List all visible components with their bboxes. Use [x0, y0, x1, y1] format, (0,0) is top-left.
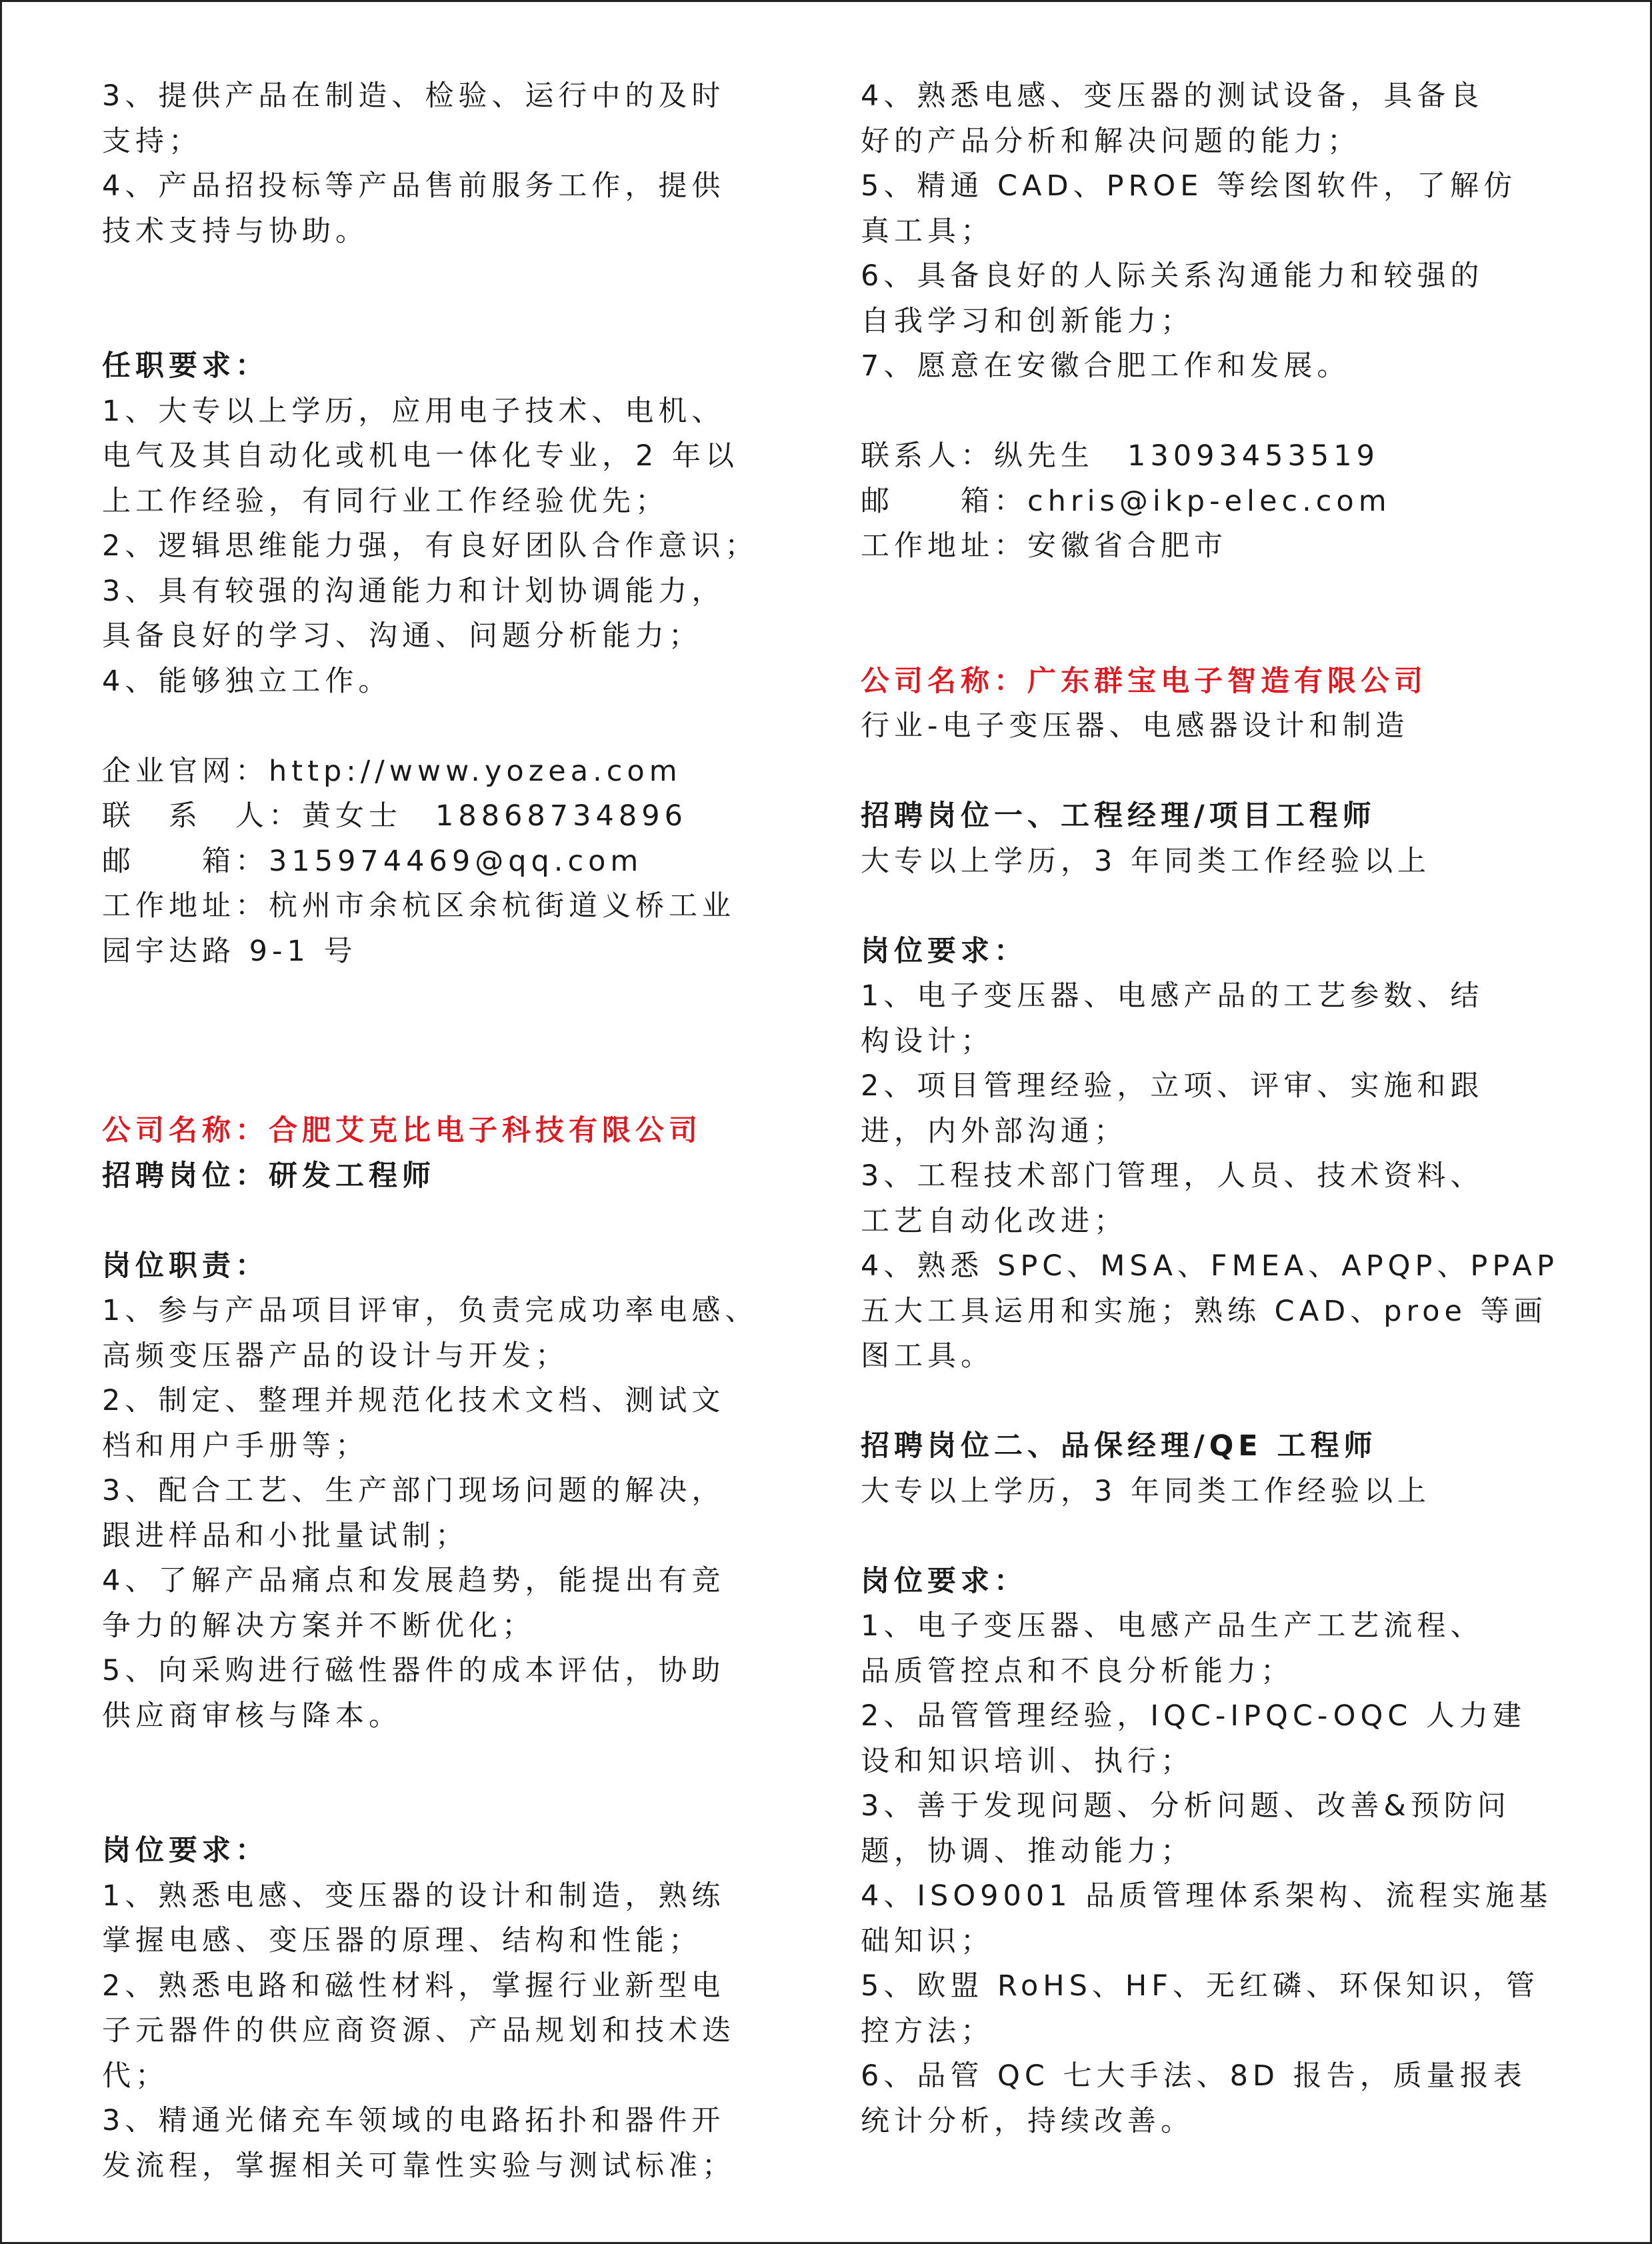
list-item: 高频变压器产品的设计与开发；: [102, 1339, 569, 1373]
list-item: 7、愿意在安徽合肥工作和发展。: [861, 349, 1351, 383]
list-item: 控方法；: [861, 2014, 994, 2048]
list-item: 3、善于发现问题、分析问题、改善&预防问: [861, 1789, 1511, 1823]
list-item: 4、了解产品痛点和发展趋势，能提出有竞: [102, 1564, 725, 1597]
list-item: 供应商审核与降本。: [102, 1699, 402, 1733]
company-name: 公司名称：广东群宝电子智造有限公司: [861, 664, 1427, 698]
company-name: 公司名称：合肥艾克比电子科技有限公司: [102, 1114, 702, 1147]
position-title: 招聘岗位一、工程经理/项目工程师: [861, 799, 1376, 833]
list-item: 4、产品招投标等产品售前服务工作，提供: [102, 169, 725, 203]
list-item: 2、项目管理经验，立项、评审、实施和跟: [861, 1069, 1484, 1103]
list-item: 上工作经验，有同行业工作经验优先；: [102, 484, 669, 518]
work-address-cont: 园宇达路 9-1 号: [102, 934, 357, 968]
list-item: 构设计；: [861, 1024, 994, 1058]
list-item: 3、配合工艺、生产部门现场问题的解决，: [102, 1474, 725, 1507]
list-item: 代；: [102, 2059, 169, 2093]
list-item: 支持；: [102, 124, 202, 158]
work-address: 工作地址：安徽省合肥市: [861, 529, 1227, 563]
list-item: 进，内外部沟通；: [861, 1114, 1127, 1148]
work-address: 工作地址：杭州市余杭区余杭街道义桥工业: [102, 889, 735, 923]
list-item: 争力的解决方案并不断优化；: [102, 1609, 535, 1643]
list-item: 工艺自动化改进；: [861, 1204, 1127, 1238]
company-industry: 行业-电子变压器、电感器设计和制造: [861, 709, 1409, 743]
list-item: 5、向采购进行磁性器件的成本评估，协助: [102, 1654, 725, 1687]
list-item: 跟进样品和小批量试制；: [102, 1519, 469, 1553]
list-item: 6、品管 QC 七大手法、8D 报告，质量报表: [861, 2059, 1527, 2093]
position-title: 招聘岗位二、品保经理/QE 工程师: [861, 1429, 1377, 1463]
right-column: [861, 74, 1559, 2144]
job-requirements-title: 岗位要求：: [861, 934, 1027, 968]
list-item: 五大工具运用和实施；熟练 CAD、proe 等画: [861, 1294, 1547, 1328]
requirements-title: 任职要求：: [102, 349, 269, 383]
duties-title: 岗位职责：: [102, 1249, 269, 1283]
list-item: 好的产品分析和解决问题的能力；: [861, 124, 1361, 158]
position-summary: 大专以上学历，3 年同类工作经验以上: [861, 1474, 1431, 1508]
list-item: 3、工程技术部门管理，人员、技术资料、: [861, 1159, 1484, 1193]
list-item: 图工具。: [861, 1339, 994, 1373]
list-item: 档和用户手册等；: [102, 1429, 369, 1463]
list-item: 真工具；: [861, 214, 994, 248]
list-item: 1、电子变压器、电感产品生产工艺流程、: [861, 1609, 1484, 1643]
list-item: 2、熟悉电路和磁性材料，掌握行业新型电: [102, 1969, 725, 2003]
list-item: 具备良好的学习、沟通、问题分析能力；: [102, 619, 702, 653]
list-item: 4、熟悉电感、变压器的测试设备，具备良: [861, 79, 1484, 113]
contact-email: 邮 箱：chris@ikp-elec.com: [861, 484, 1391, 518]
list-item: 4、熟悉 SPC、MSA、FMEA、APQP、PPAP: [861, 1249, 1559, 1283]
list-item: 1、熟悉电感、变压器的设计和制造，熟练: [102, 1879, 725, 1913]
contact-person: 联系人：纵先生 13093453519: [861, 439, 1379, 473]
list-item: 础知识；: [861, 1924, 994, 1958]
list-item: 2、品管管理经验，IQC-IPQC-OQC 人力建: [861, 1699, 1527, 1733]
contact-person: 联 系 人：黄女士 18868734896: [102, 799, 687, 833]
list-item: 题，协调、推动能力；: [861, 1834, 1194, 1868]
list-item: 1、大专以上学历，应用电子技术、电机、: [102, 394, 725, 428]
list-item: 电气及其自动化或机电一体化专业，2 年以: [102, 439, 739, 473]
list-item: 技术支持与协助。: [102, 214, 369, 248]
company-website: 企业官网：http://www.yozea.com: [102, 754, 682, 788]
job-requirements-title: 岗位要求：: [102, 1834, 269, 1867]
list-item: 2、制定、整理并规范化技术文档、测试文: [102, 1384, 725, 1417]
list-item: 自我学习和创新能力；: [861, 304, 1194, 338]
list-item: 掌握电感、变压器的原理、结构和性能；: [102, 1924, 702, 1957]
list-item: 2、逻辑思维能力强，有良好团队合作意识；: [102, 529, 759, 563]
left-column: [102, 74, 789, 2189]
list-item: 3、提供产品在制造、检验、运行中的及时: [102, 79, 725, 113]
list-item: 1、参与产品项目评审，负责完成功率电感、: [102, 1294, 759, 1327]
list-item: 发流程，掌握相关可靠性实验与测试标准；: [102, 2149, 735, 2183]
list-item: 6、具备良好的人际关系沟通能力和较强的: [861, 259, 1484, 293]
list-item: 3、精通光储充车领域的电路拓扑和器件开: [102, 2104, 725, 2137]
list-item: 5、欧盟 RoHS、HF、无红磷、环保知识，管: [861, 1969, 1539, 2003]
list-item: 4、ISO9001 品质管理体系架构、流程实施基: [861, 1879, 1553, 1913]
position-summary: 大专以上学历，3 年同类工作经验以上: [861, 844, 1431, 878]
list-item: 5、精通 CAD、PROE 等绘图软件，了解仿: [861, 169, 1517, 203]
contact-email: 邮 箱：315974469@qq.com: [102, 844, 643, 878]
job-requirements-title: 岗位要求：: [861, 1564, 1027, 1598]
list-item: 子元器件的供应商资源、产品规划和技术迭: [102, 2014, 735, 2047]
list-item: 品质管控点和不良分析能力；: [861, 1654, 1294, 1688]
list-item: 设和知识培训、执行；: [861, 1744, 1194, 1778]
list-item: 3、具有较强的沟通能力和计划协调能力，: [102, 574, 725, 608]
position-title: 招聘岗位：研发工程师: [102, 1159, 435, 1193]
list-item: 统计分析，持续改善。: [861, 2104, 1194, 2138]
list-item: 4、能够独立工作。: [102, 664, 392, 698]
list-item: 1、电子变压器、电感产品的工艺参数、结: [861, 979, 1484, 1013]
